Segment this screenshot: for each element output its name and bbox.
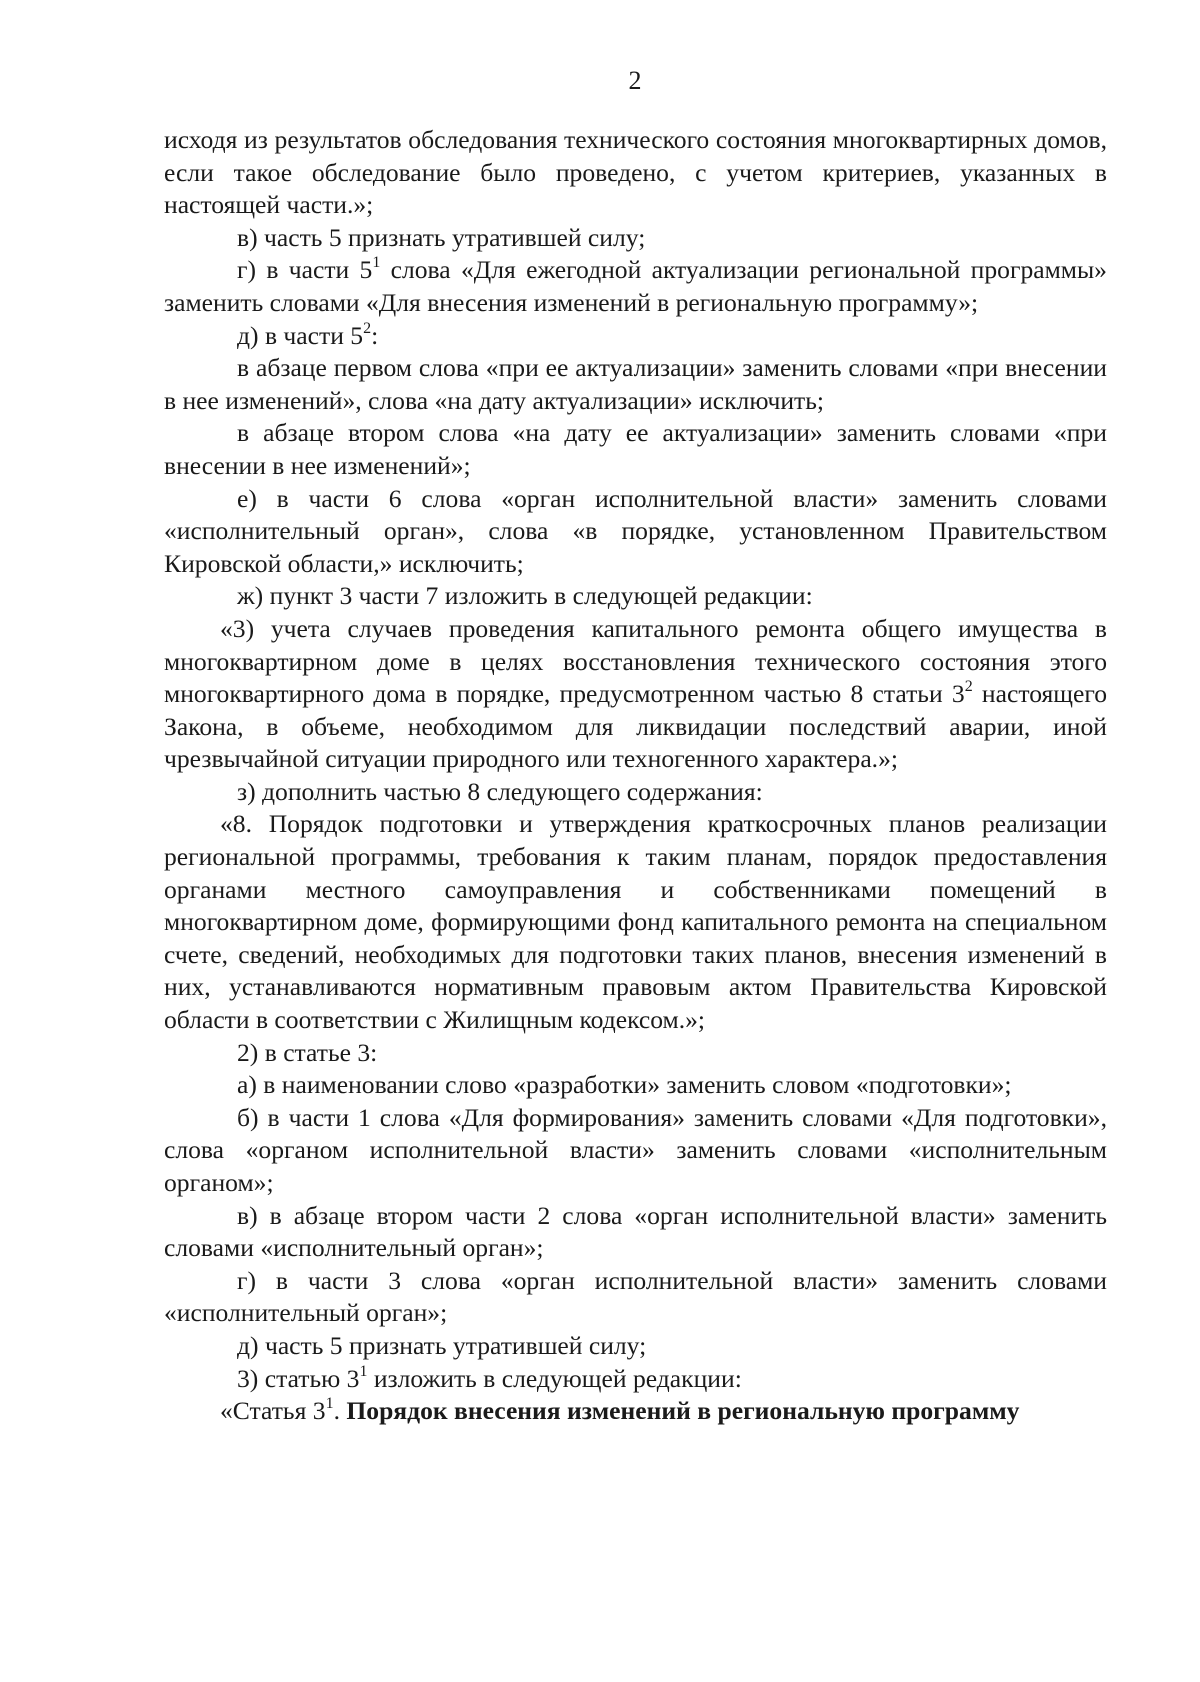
document-body (164, 124, 1107, 1428)
paragraph (164, 1363, 1107, 1396)
paragraph: в абзаце первом слова «при ее актуализации» заменить словами «при внесении в нее изменений», слова «на дату актуализации» исключить; (164, 353, 1107, 415)
text: д) в части 5 (237, 320, 364, 350)
text: настоящего Закона, в объеме, необходимом для ликвидации последствий аварии, иной чрезвычайной ситуации природного или техногенного характера.»; (164, 679, 1107, 774)
text: изложить в следующей редакции: (367, 1363, 742, 1393)
paragraph (164, 613, 1107, 776)
paragraph: в абзаце втором слова «на дату ее актуализации» заменить словами «при внесении в нее изменений»; (164, 418, 1107, 480)
text: г) в части 5 (237, 255, 373, 285)
superscript: 1 (359, 1362, 368, 1380)
text: слова «Для ежегодной актуализации региональной программы» заменить словами «Для внесения изменений в региональную программу»; (164, 255, 1107, 317)
superscript: 1 (325, 1395, 334, 1413)
paragraph: а) в наименовании слово «разработки» заменить словом «подготовки»; (237, 1070, 1012, 1100)
paragraph: е) в части 6 слова «орган исполнительной власти» заменить словами «исполнительный орган», слова «в порядке, установленном Правительством Кировской области,» исключить; (164, 483, 1107, 578)
page-number: 2 (628, 66, 642, 95)
text: «3) учета случаев проведения капитального ремонта общего имущества в многоквартирном доме в целях восстановления технического состояния этого многоквартирного дома в порядке, предусмотренном частью 8 статьи 3 (164, 613, 1107, 709)
superscript: 2 (363, 319, 372, 337)
paragraph: в) часть 5 признать утратившей силу; (237, 222, 646, 252)
paragraph: в) в абзаце втором части 2 слова «орган исполнительной власти» заменить словами «исполнительный орган»; (164, 1200, 1107, 1263)
text: 3) статью 3 (237, 1363, 360, 1393)
paragraph (164, 320, 1107, 353)
paragraph: з) дополнить частью 8 следующего содержания: (237, 776, 763, 806)
paragraph (164, 254, 1107, 319)
paragraph: исходя из результатов обследования технического состояния многоквартирных домов, если такое обследование было проведено, с учетом критериев, указанных в настоящей части.»; (164, 125, 1107, 220)
paragraph: «8. Порядок подготовки и утверждения краткосрочных планов реализации региональной программы, требования к таким планам, порядок предоставления органами местного самоуправления и собственниками помещений в многоквартирном доме, формирующими фонд капитального ремонта на специальном счете, сведений, необходимых для подготовки таких планов, внесения изменений в них, устанавливаются нормативным правовым актом Правительства Кировской области в соответствии с Жилищным кодексом.»; (164, 809, 1107, 1035)
text: «Статья 3 (220, 1396, 326, 1426)
text: . (333, 1396, 347, 1426)
paragraph: д) часть 5 признать утратившей силу; (237, 1330, 647, 1360)
paragraph: 2) в статье 3: (237, 1037, 378, 1067)
article-heading (164, 1395, 1107, 1428)
paragraph: г) в части 3 слова «орган исполнительной власти» заменить словами «исполнительный орган»; (164, 1265, 1107, 1328)
article-title: Порядок внесения изменений в региональную программу (346, 1396, 1020, 1426)
paragraph: б) в части 1 слова «Для формирования» заменить словами «Для подготовки», слова «органом исполнительной власти» заменить словами «исполнительным органом»; (164, 1102, 1107, 1197)
superscript: 2 (964, 678, 973, 696)
paragraph: ж) пункт 3 части 7 изложить в следующей редакции: (237, 581, 813, 611)
superscript: 1 (372, 254, 381, 272)
text: : (371, 320, 379, 350)
